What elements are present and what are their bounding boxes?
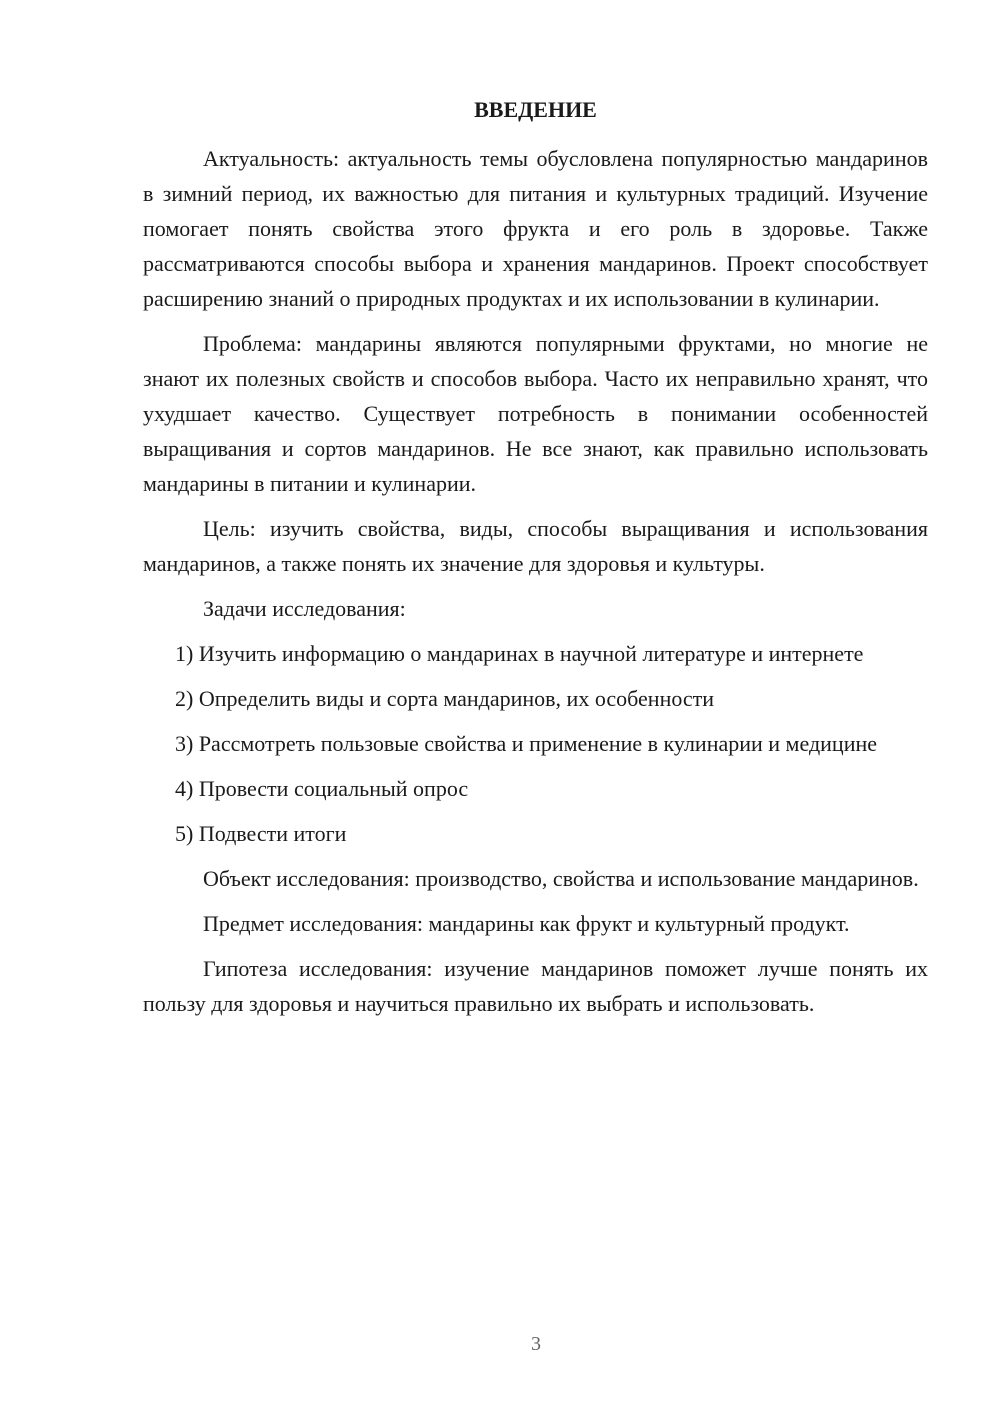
hypothesis-paragraph: Гипотеза исследования: изучение мандаринов поможет лучше понять их пользу для здоровья и научиться правильно их выбрать и использовать. xyxy=(143,956,928,1016)
tasks-title: Задачи исследования: xyxy=(203,596,406,621)
document-page xyxy=(143,92,928,1031)
relevance-paragraph: Актуальность: актуальность темы обусловлена популярностью мандаринов в зимний период, их важностью для питания и культурных традиций. Изучение помогает понять свойства этого фрукта и его роль в здоровье. Также рассматриваются способы выбора и хранения мандаринов. Проект способствует расширению знаний о природных продуктах и их использовании в кулинарии. xyxy=(143,146,928,311)
object-paragraph: Объект исследования: производство, свойства и использование мандаринов. xyxy=(203,866,919,891)
task-item-4: 4) Провести социальный опрос xyxy=(175,776,469,801)
task-item-3: 3) Рассмотреть пользовые свойства и применение в кулинарии и медицине xyxy=(175,731,878,756)
task-item-2: 2) Определить виды и сорта мандаринов, их особенности xyxy=(175,686,715,711)
task-item-5: 5) Подвести итоги xyxy=(175,821,347,846)
section-heading: ВВЕДЕНИЕ xyxy=(474,97,597,122)
page-number: 3 xyxy=(531,1333,541,1355)
problem-paragraph: Проблема: мандарины являются популярными фруктами, но многие не знают их полезных свойств и способов выбора. Часто их неправильно хранят, что ухудшает качество. Существует потребность в понимании особенностей выращивания и сортов мандаринов. Не все знают, как правильно использовать мандарины в питании и кулинарии. xyxy=(143,331,928,496)
task-item-1: 1) Изучить информацию о мандаринах в научной литературе и интернете xyxy=(175,641,864,666)
subject-paragraph: Предмет исследования: мандарины как фрукт и культурный продукт. xyxy=(203,911,850,936)
goal-paragraph: Цель: изучить свойства, виды, способы выращивания и использования мандаринов, а также понять их значение для здоровья и культуры. xyxy=(143,516,928,576)
